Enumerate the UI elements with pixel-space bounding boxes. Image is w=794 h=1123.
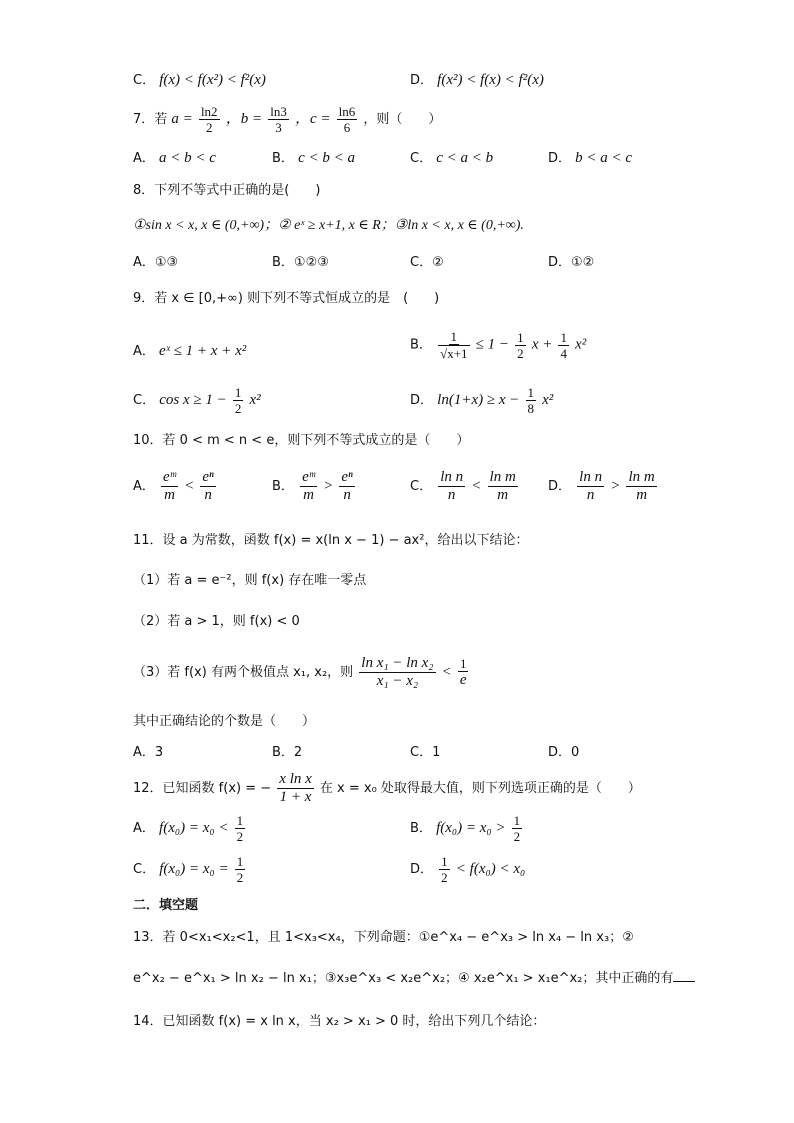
numerator: eⁿ: [202, 469, 214, 485]
frac-half: [512, 814, 523, 843]
q11-conclusion-2: （2）若 a > 1，则 f(x) < 0: [133, 614, 300, 629]
frac-function: [277, 772, 313, 805]
stem-end: ，则（ ）: [363, 112, 442, 127]
expr-part: x²: [542, 392, 554, 408]
denominator: 2: [236, 829, 244, 844]
numerator: 1: [527, 385, 534, 400]
q9-option-b: [410, 330, 586, 360]
expr-part: x²: [249, 392, 261, 408]
frac-1-over-sqrt: [438, 330, 469, 360]
frac-right: [200, 470, 215, 503]
operator: >: [323, 478, 334, 494]
q10-option-a: [133, 470, 218, 503]
q9-option-c: [133, 386, 261, 415]
q12-option-c: [133, 855, 247, 884]
denominator: 3: [275, 120, 282, 135]
q9-stem: 9．若 x ∈ [0,+∞) 则下列不等式恒成立的是 ( ): [133, 291, 440, 306]
q13-line-1: [133, 931, 634, 944]
numerator: eᵐ: [163, 469, 176, 485]
expr-part: ≤ 1 −: [475, 336, 510, 353]
q11-option-d: D．0: [548, 745, 580, 760]
q9-option-a: [133, 344, 246, 359]
q8-stem: 8．下列不等式中正确的是( ): [133, 183, 321, 198]
option-letter: A．: [133, 479, 155, 494]
operator: <: [441, 664, 452, 680]
var-a: a =: [171, 111, 193, 127]
option-letter: C．: [133, 862, 156, 877]
q12-option-d: [410, 855, 525, 884]
frac-quarter: [558, 331, 569, 360]
numerator: ln3: [270, 104, 287, 119]
numerator: 1: [234, 385, 242, 400]
section-fill-in-blank-title: 二．填空题: [133, 898, 199, 913]
frac-b: [268, 105, 289, 134]
option-expression: c < b < a: [298, 150, 355, 166]
numerator: ln2: [200, 104, 218, 119]
numerator: eⁿ: [341, 469, 353, 485]
q8-option-b: B．①②③: [272, 255, 329, 270]
option-letter: D．: [410, 862, 434, 877]
denominator: m: [303, 487, 314, 503]
q12-stem: [133, 772, 641, 805]
q7-option-a: [133, 151, 216, 166]
q11-stem: 11．设 a 为常数，函数 f(x) = x(ln x − 1) − ax²，给出以下结论：: [133, 533, 529, 548]
q10-option-c: [410, 470, 520, 503]
denominator: 6: [343, 120, 351, 135]
q6-option-d: [410, 73, 544, 88]
expr-part: f(x₀) = x₀ <: [159, 820, 229, 836]
denominator: m: [164, 487, 175, 503]
q12-option-b: [410, 814, 524, 843]
option-letter: B．: [272, 479, 294, 494]
option-expression: f(x²) < f(x) < f²(x): [437, 72, 544, 88]
option-letter: D．: [548, 479, 572, 494]
stem-end: 在 x = x₀ 处取得最大值，则下列选项正确的是（ ）: [319, 781, 641, 796]
option-expression: a < b < c: [159, 150, 216, 166]
option-expression: c < a < b: [436, 150, 494, 166]
stem-start: 12．已知函数 f(x) = −: [133, 781, 272, 796]
numerator: ln6: [338, 104, 356, 119]
denominator: 2: [513, 829, 521, 844]
option-letter: B．: [410, 821, 432, 836]
q10-option-b: [272, 470, 357, 503]
q10-stem: 10．若 0 < m < n < e，则下列不等式成立的是（ ）: [133, 433, 470, 448]
denominator: 4: [560, 345, 567, 361]
option-letter: A．: [133, 821, 155, 836]
frac-a: [199, 105, 220, 134]
conclusion-text: （3）若 f(x) 有两个极值点 x₁, x₂，则: [133, 665, 354, 680]
frac-eighth: [526, 386, 537, 415]
q8-option-a: A．①③: [133, 255, 179, 270]
operator: <: [471, 478, 482, 494]
q7-option-c: [410, 151, 493, 166]
denominator: n: [343, 487, 351, 503]
numerator: 1: [459, 656, 467, 671]
numerator: 1: [236, 813, 244, 828]
q8-option-d: D．①②: [548, 255, 595, 270]
option-letter: D．: [410, 73, 434, 88]
operator: <: [184, 478, 195, 494]
frac-half: [439, 855, 450, 884]
numerator: 1: [560, 329, 567, 345]
q11-option-b: B．2: [272, 745, 303, 760]
numerator: 1: [236, 854, 244, 869]
q7-option-d: [548, 151, 632, 166]
frac-c: [337, 105, 358, 134]
denominator: n: [204, 487, 212, 503]
operator: >: [610, 478, 621, 494]
numerator: 1: [517, 329, 524, 345]
frac-left: [438, 470, 465, 503]
expr-part: cos x ≥ 1 −: [159, 392, 227, 408]
numerator: eᵐ: [302, 469, 315, 485]
denominator: √x+1: [440, 346, 468, 361]
denominator: m: [636, 487, 648, 503]
option-letter: A．: [133, 151, 155, 166]
q14-stem: 14．已知函数 f(x) = x ln x，当 x₂ > x₁ > 0 时，给出下列几个结论：: [133, 1014, 546, 1029]
numerator: ln n: [440, 469, 464, 485]
q8-option-c: C．②: [410, 255, 444, 270]
answer-blank[interactable]: [673, 981, 695, 982]
expr-part: f(x₀) = x₀ >: [436, 820, 506, 836]
expr-part: x²: [575, 336, 587, 353]
denominator: n: [586, 487, 595, 503]
q7-stem: [133, 105, 441, 134]
option-letter: C．: [410, 479, 433, 494]
q10-option-d: [548, 470, 659, 503]
question-text: 13．若 0<x₁<x₂<1，且 1<x₃<x₄，下列命题：①e^x₄ − e^x₃ > ln x₄ − ln x₃；②: [133, 930, 634, 945]
denominator: x₁ − x₂: [376, 673, 419, 689]
option-letter: C．: [133, 393, 156, 408]
frac-left: [161, 470, 178, 503]
question-number: 7．若: [133, 112, 168, 127]
option-expression: f(x) < f(x²) < f²(x): [159, 72, 266, 88]
frac-half: [235, 855, 246, 884]
q11-count-question: 其中正确结论的个数是（ ）: [133, 714, 316, 729]
denominator: m: [497, 487, 509, 503]
q9-option-d: [410, 386, 553, 415]
numerator: ln x₁ − ln x₂: [361, 655, 434, 671]
denominator: n: [447, 487, 456, 503]
denominator: 2: [441, 870, 448, 885]
q12-option-a: [133, 814, 247, 843]
denominator: 2: [234, 401, 242, 416]
frac-left: [300, 470, 317, 503]
frac-1-over-e: [458, 657, 469, 688]
denominator: 8: [527, 401, 534, 416]
q11-option-c: C．1: [410, 745, 441, 760]
expr-part: ln(1+x) ≥ x −: [437, 392, 520, 408]
frac-right: [488, 470, 518, 503]
expr-part: f(x₀) = x₀ =: [159, 861, 229, 877]
numerator: ln m: [628, 469, 655, 485]
expr-part: x +: [531, 336, 553, 353]
option-letter: C．: [410, 151, 433, 166]
q11-option-a: A．3: [133, 745, 164, 760]
denominator: 1 + x: [279, 789, 312, 805]
option-letter: B．: [272, 151, 294, 166]
denominator: 2: [206, 120, 213, 135]
q7-option-b: [272, 151, 355, 166]
expr-part: < f(x₀) < x₀: [455, 861, 526, 877]
denominator: 2: [236, 870, 244, 885]
var-c: ，c =: [294, 111, 331, 127]
numerator: 1: [513, 813, 521, 828]
option-letter: C．: [133, 73, 156, 88]
frac-half: [235, 814, 246, 843]
option-expression: b < a < c: [575, 150, 633, 166]
question-text: e^x₂ − e^x₁ > ln x₂ − ln x₁；③x₃e^x₃ < x₂e^x₂；④ x₂e^x₁ > x₁e^x₂；其中正确的有: [133, 971, 674, 986]
q6-option-c: [133, 73, 266, 88]
numerator: ln m: [489, 469, 516, 485]
option-expression: eˣ ≤ 1 + x + x²: [159, 343, 247, 359]
denominator: 2: [517, 345, 524, 361]
option-letter: A．: [133, 344, 155, 359]
denominator: e: [459, 672, 467, 688]
option-letter: D．: [410, 393, 434, 408]
frac-right: [339, 470, 354, 503]
q8-statements: ①sin x < x, x ∈ (0,+∞)；② eˣ ≥ x+1, x ∈ R；③ln x < x, x ∈ (0,+∞).: [133, 218, 524, 233]
frac-half: [515, 331, 526, 360]
option-letter: B．: [410, 337, 432, 353]
frac-left: [577, 470, 604, 503]
numerator: x ln x: [279, 771, 312, 787]
frac-half: [233, 386, 244, 415]
numerator: ln n: [579, 469, 603, 485]
numerator: 1: [441, 854, 448, 869]
frac-log-diff: [359, 656, 435, 689]
q11-conclusion-1: （1）若 a = e⁻²，则 f(x) 存在唯一零点: [133, 573, 367, 588]
q13-line-2: [133, 972, 695, 985]
q11-conclusion-3: [133, 656, 471, 689]
numerator: 1: [450, 329, 458, 344]
option-letter: D．: [548, 151, 572, 166]
frac-right: [626, 470, 656, 503]
var-b: ，b =: [225, 111, 263, 127]
